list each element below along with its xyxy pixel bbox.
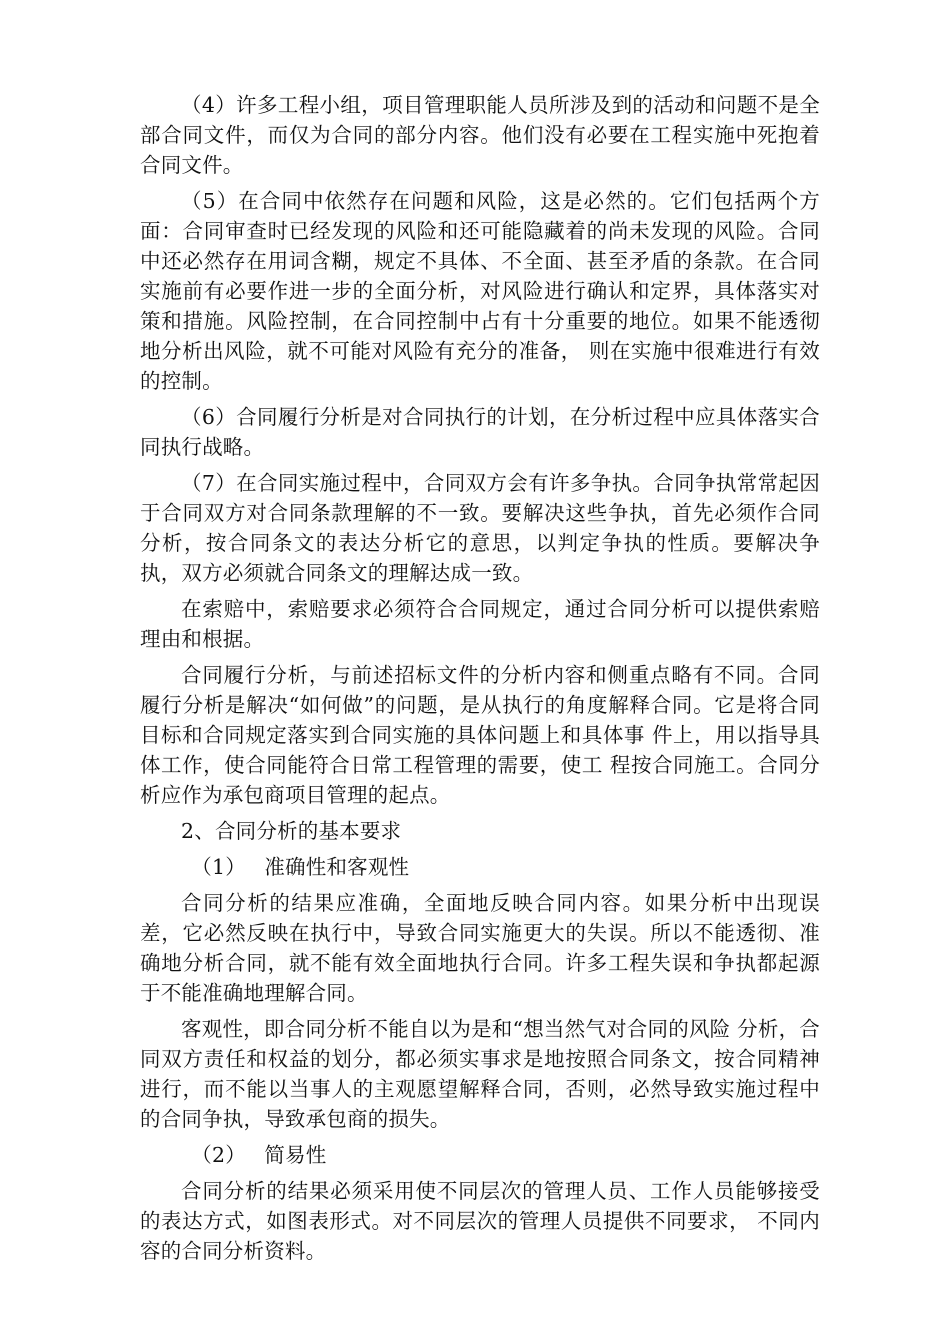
paragraph-item-6: （6）合同履行分析是对合同执行的计划，在分析过程中应具体落实合同执行战略。 — [140, 405, 820, 459]
paragraph-item-4: （4）许多工程小组，项目管理职能人员所涉及到的活动和问题不是全部合同文件，而仅为合同的部分内容。他们没有必要在工程实施中死抱着合同文件。 — [140, 93, 820, 177]
subheading-accuracy — [140, 852, 820, 882]
paragraph-item-7: （7）在合同实施过程中，合同双方会有许多争执。合同争执常常起因于合同双方对合同条款理解的不一致。要解决这些争执，首先必须作合同分析，按合同条文的表达分析它的意思，以判定争执的性质。要解决争执，双方必须就合同条文的理解达成一致。 — [140, 471, 820, 585]
subheading-number: （2） — [191, 1143, 246, 1167]
subheading-simplicity — [140, 1140, 820, 1170]
paragraph-item-5: （5）在合同中依然存在问题和风险，这是必然的。它们包括两个方面：合同审查时已经发现的风险和还可能隐藏着的尚未发现的风险。合同中还必然存在用词含糊，规定不具体、不全面、甚至矛盾的条款。在合同实施前有必要作进一步的全面分析，对风险进行确认和定界，具体落实对策和措施。风险控制，在合同控制中占有十分重要的地位。如果不能透彻地分析出风险，就不可能对风险有充分的准备， 则在实施中很难进行有效的控制。 — [140, 189, 820, 393]
paragraph-performance-analysis: 合同履行分析，与前述招标文件的分析内容和侧重点略有不同。合同履行分析是解决“如何做”的问题，是从执行的角度解释合同。它是将合同目标和合同规定落实到合同实施的具体问题上和具体事 件上，用以指导具体工作，使合同能符合日常工程管理的需要，使工 程按合同施工。合同分析应作为承包商项目管理的起点。 — [140, 663, 820, 807]
subheading-title: 简易性 — [264, 1143, 327, 1167]
paragraph-claims: 在索赔中，索赔要求必须符合合同规定，通过合同分析可以提供索赔理由和根据。 — [140, 597, 820, 651]
document-page — [140, 90, 820, 1272]
subheading-number: （1） — [191, 855, 246, 879]
paragraph-accuracy: 合同分析的结果应准确，全面地反映合同内容。如果分析中出现误差，它必然反映在执行中，导致合同实施更大的失误。所以不能透彻、准确地分析合同，就不能有效全面地执行合同。许多工程失误和争执都起源于不能准确地理解合同。 — [140, 891, 820, 1005]
section-heading: 2、合同分析的基本要求 — [181, 819, 402, 843]
subheading-title: 准确性和客观性 — [264, 855, 410, 879]
paragraph-objectivity: 客观性，即合同分析不能自以为是和“想当然气对合同的风险 分析，合同双方责任和权益的划分，都必须实事求是地按照合同条文，按合同精神进行，而不能以当事人的主观愿望解释合同，否则，必然导致实施过程中的合同争执，导致承包商的损失。 — [140, 1017, 820, 1131]
paragraph-simplicity: 合同分析的结果必须采用使不同层次的管理人员、工作人员能够接受的表达方式，如图表形式。对不同层次的管理人员提供不同要求， 不同内容的合同分析资料。 — [140, 1179, 820, 1263]
